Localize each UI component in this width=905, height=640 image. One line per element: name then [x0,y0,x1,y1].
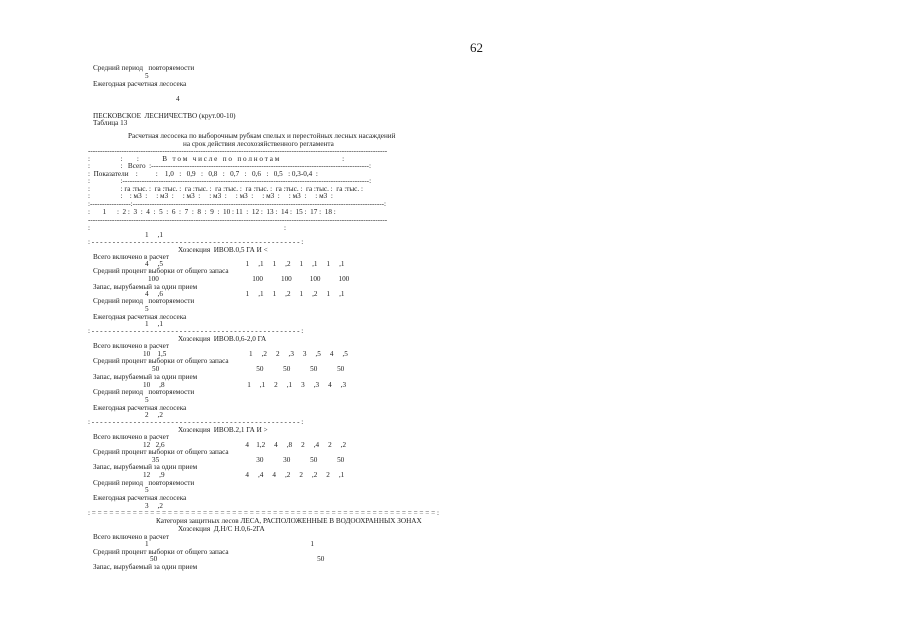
text-line: 3 ,2 [145,502,163,510]
text-line: ----------------------------------------------------------------------------------------------------------------------------- [88,216,388,224]
page-number: 62 [470,40,483,55]
text-line: Средний период повторяемости [93,64,195,72]
text-line: Хозсекция ИВОВ.2,1 ГА И > [178,426,268,434]
text-line: 50 50 [150,555,325,563]
text-line: :-----------------:---------------------------------------------------------------------------------------------------------: [88,200,386,208]
text-line: 12 2,6 4 1,2 4 ,8 2 ,4 2 ,2 [143,441,347,449]
text-line: 4 ,6 1 ,1 1 ,2 1 ,2 1 ,1 [145,290,345,298]
text-line: Средний период повторяемости [93,297,195,305]
text-line: : - - - - - - - - - - - - - - - - - - - - - - - - - - - - - - - - - - - - - - - - - - - - - - - - - - : [88,418,304,426]
text-line: Запас, вырубаемый за один прием [93,463,198,471]
text-line: Категория защитных лесов ЛЕСА, РАСПОЛОЖЕННЫЕ В ВОДООХРАННЫХ ЗОНАХ [156,517,422,525]
text-line: ----------------------------------------------------------------------------------------------------------------------------- [88,147,388,155]
text-line: 5 [145,72,149,80]
text-line: Расчетная лесосека по выборочным рубкам спелых и перестойных лесных насаждений [128,132,396,140]
text-line: Хозсекция Д.Н/С Н.0,6-2ГА [178,525,265,533]
text-line: Средний период повторяемости [93,388,195,396]
text-line: 5 [145,486,149,494]
text-line: 1 ,1 [145,231,163,239]
text-line: 4 ,5 1 ,1 1 ,2 1 ,1 1 ,1 [145,260,345,268]
text-line: Всего включено в расчет [93,433,169,441]
text-line: 1 1 [145,540,314,548]
text-line: Средний процент выборки от общего запаса [93,448,229,456]
text-line: 2 ,2 [145,411,163,419]
text-line: : Показатели : : 1,0 : 0,9 : 0,8 : 0,7 : 0,6 : 0,5 : 0,3-0,4 : [88,170,318,178]
text-line: Средний период повторяемости [93,479,195,487]
text-line: 5 [145,396,149,404]
text-line: 4 [176,95,180,103]
text-line: Ежегодная расчетная лесосека [93,313,187,321]
text-line: : :-------------------------------------------------------------------------------------------------------: [88,177,372,185]
text-line: : : га :тыс. : га :тыс. : га :тыс. : га :тыс. : га :тыс. : га :тыс. : га :тыс. : га :тыс. : [88,185,363,193]
text-line: Хозсекция ИВОВ.0,6-2,0 ГА [178,335,267,343]
text-line: Всего включено в расчет [93,253,169,261]
text-line: : : : В т о м ч и с л е п о п о л н о т а м : [88,155,345,163]
text-line: Запас, вырубаемый за один прием [93,373,198,381]
text-line: Всего включено в расчет [93,533,169,541]
text-line: 100 100 100 100 100 [148,275,350,283]
text-line: Запас, вырубаемый за один прием [93,283,198,291]
text-line: : 1 : 2 : 3 : 4 : 5 : 6 : 7 : 8 : 9 : 10 : 11 : 12 : 13 : 14 : 15 : 17 : 18 : [88,208,336,216]
text-line: Средний процент выборки от общего запаса [93,548,229,556]
text-line: 50 50 50 50 50 [152,365,345,373]
text-line: 1 ,1 [145,320,163,328]
text-line: Ежегодная расчетная лесосека [93,404,187,412]
text-line: Ежегодная расчетная лесосека [93,80,187,88]
text-line: 35 30 30 50 50 [152,456,345,464]
text-line: 12 ,9 4 ,4 4 ,2 2 ,2 2 ,1 [143,471,345,479]
text-line: ПЕСКОВСКОЕ ЛЕСНИЧЕСТВО (крут.00-10) [93,112,236,120]
text-line: Средний процент выборки от общего запаса [93,267,229,275]
text-line: : - - - - - - - - - - - - - - - - - - - - - - - - - - - - - - - - - - - - - - - - - - - - - - - - - - : [88,327,304,335]
text-line: : : Всего :-------------------------------------------------------------------------------------------: [88,162,371,170]
text-line: : = = = = = = = = = = = = = = = = = = = = = = = = = = = = = = = = = = = = = = = = = = = = = = = = = = = = = = = = = = = : [88,509,439,517]
text-line: Таблица 13 [93,119,128,127]
text-line: : - - - - - - - - - - - - - - - - - - - - - - - - - - - - - - - - - - - - - - - - - - - - - - - - - - : [88,238,304,246]
text-line: Средний процент выборки от общего запаса [93,357,229,365]
text-line: Ежегодная расчетная лесосека [93,494,187,502]
text-line: Хозсекция ИВОВ.0,5 ГА И < [178,246,268,254]
text-line: 5 [145,305,149,313]
text-line: 10 1,5 1 ,2 2 ,3 3 ,5 4 ,5 [143,350,348,358]
text-line: : : : м3 : : м3 : : м3 : : м3 : : м3 : : м3 : : м3 : : м3 : [88,192,333,200]
text-line: Запас, вырубаемый за один прием [93,563,198,571]
text-line: на срок действия лесохозяйственного регламента [183,140,334,148]
text-line: 10 ,8 1 ,1 2 ,1 3 ,3 4 ,3 [143,381,347,389]
text-line: : : [88,224,287,232]
text-line: Всего включено в расчет [93,342,169,350]
